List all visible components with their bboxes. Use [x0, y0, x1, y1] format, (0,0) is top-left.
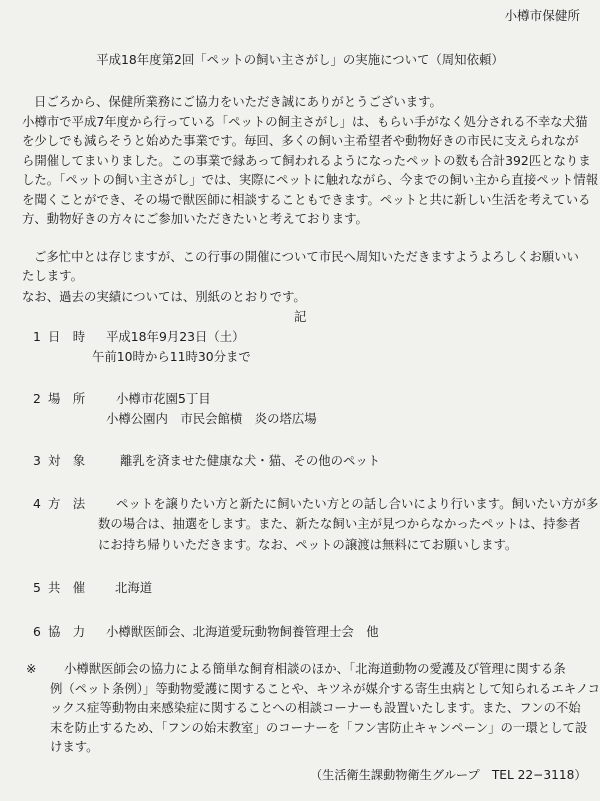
intro-line: 方、動物好きの方々にご参加いただきたいと考えております。 [22, 210, 368, 226]
note-line: 例（ペット条例）」等動物愛護に関することや、キツネが媒介する寄生虫病として知られるエキノコ [50, 680, 600, 696]
intro-line: を聞くことができ、その場で獣医師に相談することもできます。ペットと共に新しい生活を考えている [22, 191, 591, 207]
note-paragraph [50, 661, 600, 759]
item-text: 小樽市花園5丁目 [116, 391, 211, 406]
item-text: 北海道 [115, 580, 153, 595]
item-label: 方 法 [48, 496, 86, 511]
intro-line: を少しでも減らそうと始めた事業です。毎回、多くの飼い主希望者や動物好きの市民に支えられなが [22, 133, 579, 149]
item-label: 場 所 [48, 391, 86, 406]
note-line: 末を防止するため、「フンの始末教室」のコーナーを「フン害防止キャンペーン」の一環として設 [50, 719, 588, 735]
item-text: 数の場合は、抽選をします。また、新たな飼い主が見つからなかったペットは、持参者 [98, 516, 581, 531]
results-line: なお、過去の実績については、別紙のとおりです。 [22, 289, 306, 304]
item-label: 日 時 [48, 329, 86, 344]
intro-paragraph [22, 114, 599, 230]
item-text: にお持ち帰りいただきます。なお、ペットの譲渡は無料にてお願いします。 [98, 537, 518, 552]
item-text: 平成18年9月23日（土） [106, 329, 245, 344]
item-text: 離乳を済ませた健康な犬・猫、その他のペット [120, 453, 381, 468]
greeting-paragraph [22, 94, 578, 110]
item-number: 4 [33, 496, 41, 511]
greeting-line: 日ごろから、保健所業務にご協力をいただき誠にありがとうございます。 [34, 94, 442, 109]
request-line: たします。 [22, 268, 83, 284]
item-number: 2 [33, 391, 41, 406]
document-title: 平成18年度第2回「ペットの飼い主さがし」の実施について（周知依頼） [96, 52, 504, 67]
item-text: 小樽公園内 市民会館横 炎の塔広場 [106, 411, 317, 426]
contact-footer: （生活衛生課動物衛生グループ TEL 22−3118） [310, 768, 587, 782]
note-mark: ※ [26, 661, 37, 676]
item-label: 協 力 [48, 624, 86, 639]
results-paragraph [22, 289, 578, 308]
item-label: 対 象 [48, 453, 86, 468]
intro-line: した。「ペットの飼い主さがし」では、実際にペットに触れながら、今までの飼い主から直接ペット情報 [22, 172, 599, 188]
note-line: ックス症等動物由来感染症に関することへの相談コーナーも設置いたします。また、フンの不始 [50, 700, 581, 716]
item-number: 3 [33, 453, 41, 468]
sender-name: 小樽市保健所 [504, 8, 580, 23]
item-label: 共 催 [48, 580, 86, 595]
ki-heading: 記 [294, 309, 307, 324]
intro-line: 小樽市で平成7年度から行っている「ペットの飼主さがし」は、もらい手がなく処分される不幸な犬猫 [22, 114, 588, 129]
request-paragraph [22, 249, 578, 288]
note-line: 小樽獣医師会の協力による簡単な飼育相談のほか、「北海道動物の愛護及び管理に関する条 [64, 661, 566, 676]
item-text: ペットを譲りたい方と新たに飼いたい方との話し合いにより行います。飼いたい方が多 [116, 496, 599, 511]
intro-line: ら開催してまいりました。この事業で縁あって飼われるようになったペットの数も合計392匹となりま [22, 152, 591, 168]
item-text: 午前10時から11時30分まで [92, 349, 251, 364]
item-text: 小樽獣医師会、北海道愛玩動物飼養管理士会 他 [106, 624, 379, 639]
item-number: 5 [33, 580, 41, 595]
item-number: 1 [33, 329, 41, 344]
note-line: けます。 [50, 739, 99, 755]
item-number: 6 [33, 624, 41, 639]
request-line: ご多忙中とは存じますが、この行事の開催について市民へ周知いただきますようよろしくお願いい [34, 249, 579, 264]
